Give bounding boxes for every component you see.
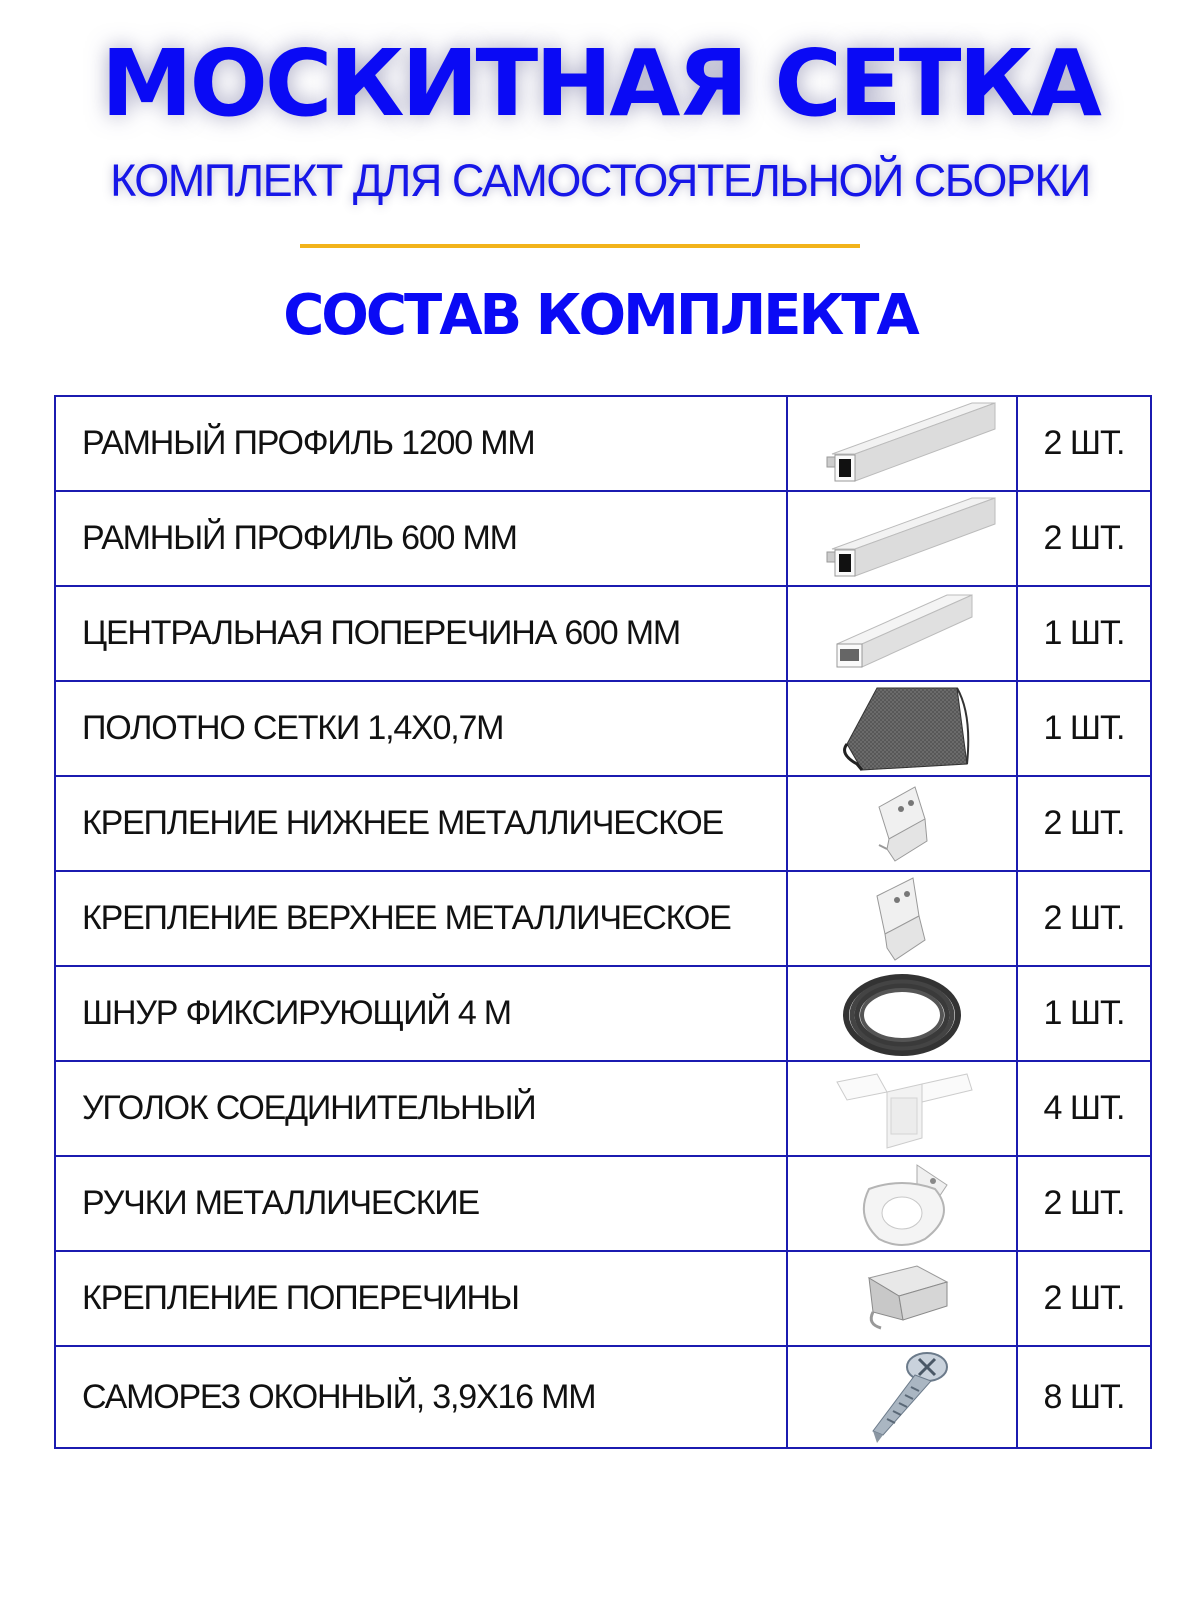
item-name: КРЕПЛЕНИЕ ПОПЕРЕЧИНЫ xyxy=(55,1251,787,1346)
frame-profile-icon xyxy=(807,399,997,489)
section-title: СОСТАВ КОМПЛЕКТА xyxy=(283,283,917,348)
item-name: САМОРЕЗ ОКОННЫЙ, 3,9Х16 ММ xyxy=(55,1346,787,1448)
item-qty: 4 ШТ. xyxy=(1017,1061,1151,1156)
item-name: ШНУР ФИКСИРУЮЩИЙ 4 М xyxy=(55,966,787,1061)
item-qty: 2 ШТ. xyxy=(1017,1156,1151,1251)
item-name: ЦЕНТРАЛЬНАЯ ПОПЕРЕЧИНА 600 ММ xyxy=(55,586,787,681)
item-name: РАМНЫЙ ПРОФИЛЬ 600 ММ xyxy=(55,491,787,586)
table-row xyxy=(55,776,1151,871)
divider-line xyxy=(300,244,860,248)
table-row xyxy=(55,1251,1151,1346)
item-qty: 1 ШТ. xyxy=(1017,681,1151,776)
item-name: УГОЛОК СОЕДИНИТЕЛЬНЫЙ xyxy=(55,1061,787,1156)
item-qty: 2 ШТ. xyxy=(1017,1251,1151,1346)
table-row xyxy=(55,871,1151,966)
frame-profile-icon xyxy=(807,494,997,584)
page-subtitle: КОМПЛЕКТ ДЛЯ САМОСТОЯТЕЛЬНОЙ СБОРКИ xyxy=(110,155,1090,206)
item-qty: 1 ШТ. xyxy=(1017,586,1151,681)
item-name: РУЧКИ МЕТАЛЛИЧЕСКИЕ xyxy=(55,1156,787,1251)
table-row xyxy=(55,681,1151,776)
item-qty: 2 ШТ. xyxy=(1017,396,1151,491)
item-qty: 1 ШТ. xyxy=(1017,966,1151,1061)
screw-icon xyxy=(807,1347,997,1447)
item-name: РАМНЫЙ ПРОФИЛЬ 1200 ММ xyxy=(55,396,787,491)
table-row xyxy=(55,1061,1151,1156)
crossbar-icon xyxy=(807,589,997,679)
page-title: МОСКИТНАЯ СЕТКА xyxy=(101,30,1099,137)
table-row xyxy=(55,1156,1151,1251)
item-name: КРЕПЛЕНИЕ ВЕРХНЕЕ МЕТАЛЛИЧЕСКОЕ xyxy=(55,871,787,966)
table-row xyxy=(55,491,1151,586)
item-qty: 2 ШТ. xyxy=(1017,776,1151,871)
handle-icon xyxy=(807,1159,997,1249)
item-qty: 2 ШТ. xyxy=(1017,491,1151,586)
kit-contents-table xyxy=(54,395,1152,1449)
table-row xyxy=(55,966,1151,1061)
table-row xyxy=(55,396,1151,491)
table-row xyxy=(55,1346,1151,1448)
crossbar-clip-icon xyxy=(807,1254,997,1344)
table-row xyxy=(55,586,1151,681)
item-name: ПОЛОТНО СЕТКИ 1,4Х0,7М xyxy=(55,681,787,776)
item-qty: 8 ШТ. xyxy=(1017,1346,1151,1448)
item-name: КРЕПЛЕНИЕ НИЖНЕЕ МЕТАЛЛИЧЕСКОЕ xyxy=(55,776,787,871)
mesh-fabric-icon xyxy=(807,684,997,774)
corner-connector-icon xyxy=(807,1064,997,1154)
cord-coil-icon xyxy=(807,969,997,1059)
top-bracket-icon xyxy=(807,874,997,964)
item-qty: 2 ШТ. xyxy=(1017,871,1151,966)
bottom-bracket-icon xyxy=(807,779,997,869)
